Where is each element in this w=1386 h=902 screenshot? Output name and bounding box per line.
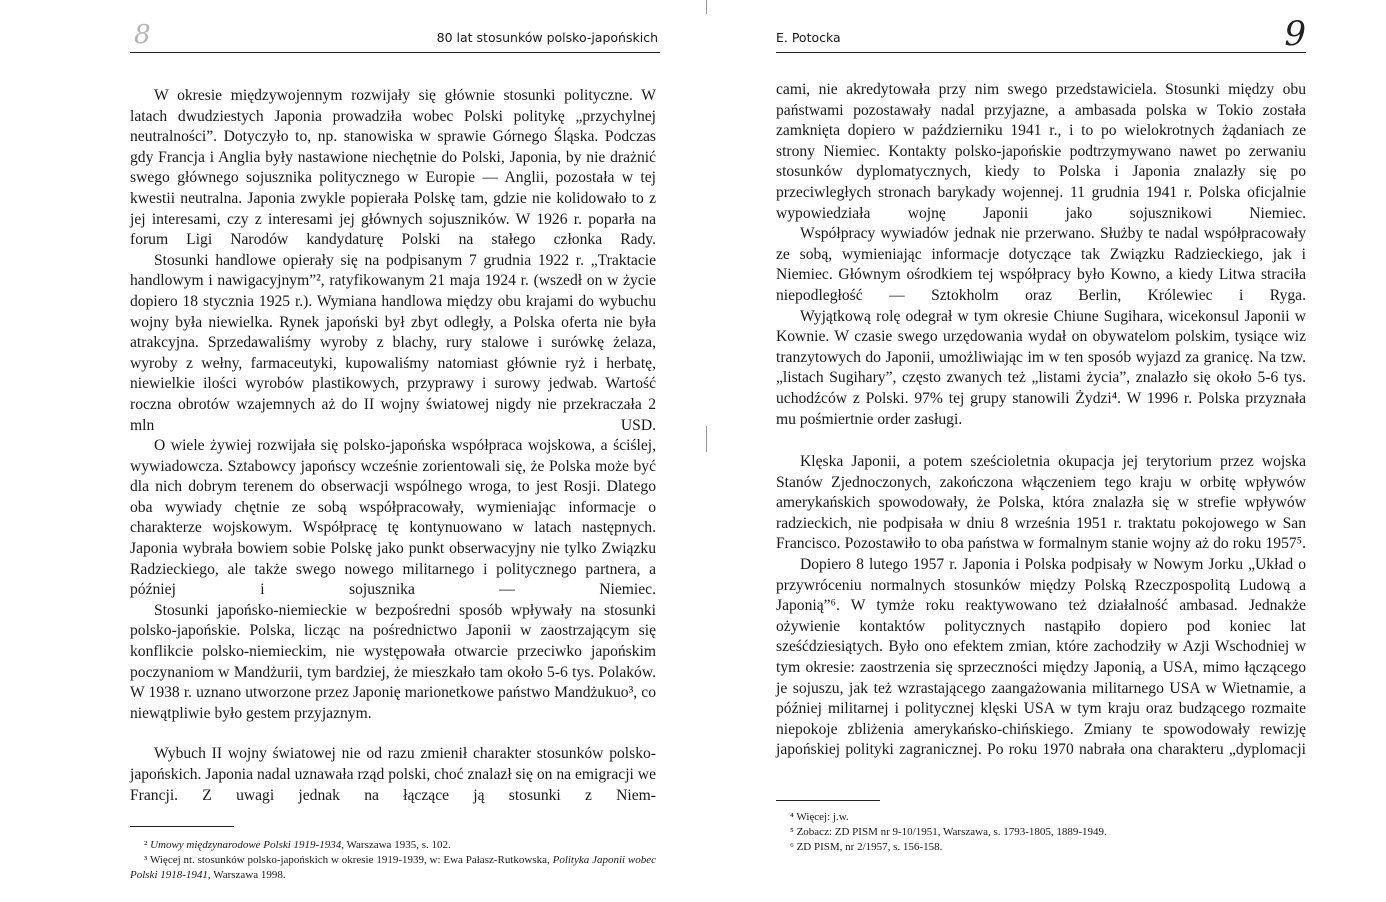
footnote-5: ⁵ Zobacz: ZD PISM nr 9-10/1951, Warszawa, s. 1793-1805, 1889-1949. xyxy=(790,826,1107,838)
footnote-2: ² Umowy międzynarodowe Polski 1919-1934, Warszawa 1935, s. 102. xyxy=(144,839,451,851)
left-paragraph: O wiele żywiej rozwijała się polsko-japońska współpraca wojskowa, a ściślej, wywiadowcza. Sztabowcy japońscy wcześnie zorientowali się, że Polska może być dla nich dobrym terenem do obserwacji wspólnego wroga, to jest Rosji. Dlatego oba wywiady chętnie ze sobą współpracowały, wymieniając informacje o charakterze wojskowym. Współpracę tę kontynuowano w latach następnych. Japonia wybrała bowiem sobie Polskę jako punkt obserwacyjny nie tylko Związku Radzieckiego, ale także swego nowego militarnego i politycznego partnera, a później i sojusznika — Niemiec. xyxy=(130,437,656,599)
left-paragraph: W okresie międzywojennym rozwijały się głównie stosunki polityczne. W latach dwudziestych Japonia prowadziła wobec Polski politykę „przychylnej neutralności”. Dotyczyło to, np. stanowiska w sprawie Górnego Śląska. Podczas gdy Francja i Anglia były nastawione niechętnie do Polski, Japonia, by nie drażnić swego głównego sojusznika politycznego w Europie — Anglii, pozostała w tej kwestii neutralna. Japonia zwykle popierała Polskę tam, gdzie nie kolidowało to z jej interesami, czy z interesami jej głównych sojuszników. W 1926 r. poparła na forum Ligi Narodów kandydaturę Polski na stałego członka Rady. xyxy=(130,87,656,249)
left-footnotes xyxy=(130,838,656,883)
footnote-4: ⁴ Więcej: j.w. xyxy=(790,811,849,823)
right-footnotes xyxy=(776,810,1306,855)
right-header-rule xyxy=(776,52,1306,53)
right-paragraph: Wyjątkową rolę odegrał w tym okresie Chiune Sugihara, wicekonsul Japonii w Kownie. W czasie swego urzędowania wydał on obywatelom polskim, tysiące wiz tranzytowych do Japonii, umożliwiając im w ten sposób wyjazd za granicę. Na tzw. „listach Sugihary”, często zwanych też „listami życia”, znalazło się około 5-6 tys. uchodźców z Polski. 97% tej grupy stanowili Żydzi⁴. W 1996 r. Polska przyznała mu pośmiertnie order zasługi. xyxy=(776,307,1306,428)
right-paragraph: Współpracy wywiadów jednak nie przerwano. Służby te nadal współpracowały ze sobą, wymieniając informacje dotyczące tak Związku Radzieckiego, jak i Niemiec. Głównym ośrodkiem tej współpracy było Kowno, a kiedy Litwa straciła niepodległość — Sztokholm oraz Berlin, Królewiec i Ryga. xyxy=(776,225,1306,304)
right-paragraph: cami, nie akredytowała przy nim swego przedstawiciela. Stosunki między obu państwami pozostawały nadal przyjazne, a ambasada polska w Tokio została zamknięta dopiero w październiku 1941 r., i to po wielokrotnych żądaniach ze strony Niemiec. Kontakty polsko-japońskie podtrzymywano nawet po zerwaniu stosunków dyplomatycznych, kiedy to Polska i Japonia znalazły się po przeciwległych stronach barykady wojennej. 11 grudnia 1941 r. Polska oficjalnie wypowiedziała wojnę Japonii jako sojusznikowi Niemiec. xyxy=(776,81,1306,222)
footnote-3: ³ Więcej nt. stosunków polsko-japońskich w okresie 1919-1939, w: Ewa Pałasz-Rutkowska, Polityka Japonii wobec Polski 1918-1941, Warszawa 1998. xyxy=(130,854,656,881)
left-page-number: 8 xyxy=(134,20,151,50)
left-body-text xyxy=(130,86,656,806)
left-paragraph: Stosunki japońsko-niemieckie w bezpośredni sposób wpływały na stosunki polsko-japońskie. Polska, licząc na pośrednictwo Japonii w zaostrzającym się konflikcie polsko-niemieckim, nie występowała otwarcie przeciwko japońskim poczynaniom w Mandżurii, tym bardziej, że mieszkało tam około 5-6 tys. Polaków. W 1938 r. uznano utworzone przez Japonię marionetkowe państwo Mandżukuo³, co niewątpliwie było gestem przyjaznym. xyxy=(130,601,656,722)
right-page xyxy=(700,0,1386,902)
left-header-rule xyxy=(130,52,660,53)
right-paragraph: Klęska Japonii, a potem sześcioletnia okupacja jej terytorium przez wojska Stanów Zjednoczonych, zakończona włączeniem tego kraju w orbitę wpływów amerykańskich spowodowały, że Polska, która znalazła się w strefie wpływów radzieckich, nie podpisała w dniu 8 września 1951 r. traktatu pokojowego w San Francisco. Pozostawiło to oba państwa w formalnym stanie wojny aż do roku 1957⁵. xyxy=(776,453,1306,553)
left-paragraph: Wybuch II wojny światowej nie od razu zmienił charakter stosunków polsko-japońskich. Japonia nadal uznawała rząd polski, choć znalazł się on na emigracji we Francji. Z uwagi jednak na łączące ją stosunki z Niem- xyxy=(130,745,656,804)
right-running-header: E. Potocka xyxy=(776,30,841,45)
footnote-6: ⁶ ZD PISM, nr 2/1957, s. 156-158. xyxy=(790,841,943,853)
left-paragraph: Stosunki handlowe opierały się na podpisanym 7 grudnia 1922 r. „Traktacie handlowym i nawigacyjnym”², ratyfikowanym 21 maja 1924 r. (wszedł on w życie dopiero 18 stycznia 1925 r.). Wymiana handlowa między obu krajami do wybuchu wojny była niewielka. Rynek japoński był zbyt odległy, a Polska oferta nie była atrakcyjna. Sprzedawaliśmy wyroby z blachy, rury stalowe i surówkę żelaza, wyroby z wełny, farmaceutyki, kupowaliśmy natomiast głównie ryż i herbatę, niewielkie ilości wyrobów plastikowych, przyprawy i surowy jedwab. Wartość roczna obrotów wzajemnych aż do II wojny światowej nigdy nie przekraczała 2 mln USD. xyxy=(130,251,656,434)
left-footnote-rule xyxy=(130,826,234,827)
right-footnote-rule xyxy=(776,800,880,801)
right-page-number: 9 xyxy=(1284,14,1306,54)
left-running-header: 80 lat stosunków polsko-japońskich xyxy=(436,30,658,45)
right-body-text xyxy=(776,80,1306,761)
right-paragraph: Dopiero 8 lutego 1957 r. Japonia i Polska podpisały w Nowym Jorku „Układ o przywróceniu normalnych stosunków między Polską Rzeczpospolitą Ludową a Japonią”⁶. W tymże roku reaktywowano też działalność ambasad. Jednakże ożywienie kontaktów politycznych nastąpiło dopiero pod koniec lat sześćdziesiątych. Było ono efektem zmian, które zachodziły w Azji Wschodniej w tym okresie: zaostrzenia się sprzeczności między Japonią, a USA, mimo łączącego je sojuszu, jak też wzrastającego zaangażowania militarnego USA w Wietnamie, a później militarnej i politycznej klęski USA w tym kraju oraz budzącego rozmaite niepokoje zbliżenia amerykańsko-chińskiego. Zmiany te spowodowały rewizję japońskiej polityki zagranicznej. Po roku 1970 nabrała ona charakteru „dyplomacji xyxy=(776,556,1306,759)
